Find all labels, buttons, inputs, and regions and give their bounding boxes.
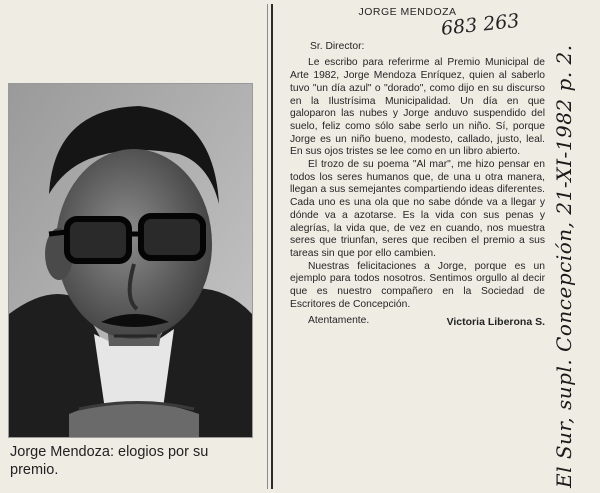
letter-signature: Victoria Liberona S. [446, 316, 545, 329]
handwritten-source-note: El Sur, supl. Concepción, 21-XI-1982 p. 2. [552, 44, 576, 488]
letter-paragraph-1: Le escribo para referirme al Premio Municipal de Arte 1982, Jorge Mendoza Enríquez, quien al saberlo tuvo "un día azul" o "dorado", como dijo en su discurso en la Ilustrísima Municipalidad. Un día en que galoparon las nubes y Jorge anduvo suspendido del suelo, feliz como sólo sabe serlo un niño. Sí, porque Jorge es un niño bueno, modesto, callado, justo, leal. En sus ojos tristes se lee como en un libro abierto. [290, 57, 545, 158]
letter-salutation: Sr. Director: [310, 40, 365, 52]
portrait-photo [8, 83, 253, 438]
letter-heading: JORGE MENDOZA [358, 6, 457, 18]
portrait-image [9, 84, 252, 437]
letter-paragraph-2: El trozo de su poema "Al mar", me hizo pensar en todos los seres humanos que, de una u otra manera, llegan a sus semejantes compartiendo ideas diferentes. Cada uno es una ola que no sabe dónde va a llegar y dónde va a azotarse. Es la vida con sus penas y alegrías, la vida que, de vez en cuando, nos muestra seres que triunfan, seres que reciben el premio a sus tareas sin que por ello cambien. [290, 159, 545, 259]
letter-closing: Atentamente. [308, 315, 370, 327]
letter-column [290, 6, 545, 329]
column-divider-thin [267, 4, 268, 489]
photo-caption: Jorge Mendoza: elogios por su premio. [10, 444, 209, 478]
handwritten-reference: 683 263 [440, 9, 521, 40]
column-divider [271, 4, 273, 489]
letter-paragraph-3: Nuestras felicitaciones a Jorge, porque es un ejemplo para todos nosotros. Sentimos orgullo al decir que es nuestro compañero en la Sociedad de Escritores de Concepción. [290, 260, 545, 310]
